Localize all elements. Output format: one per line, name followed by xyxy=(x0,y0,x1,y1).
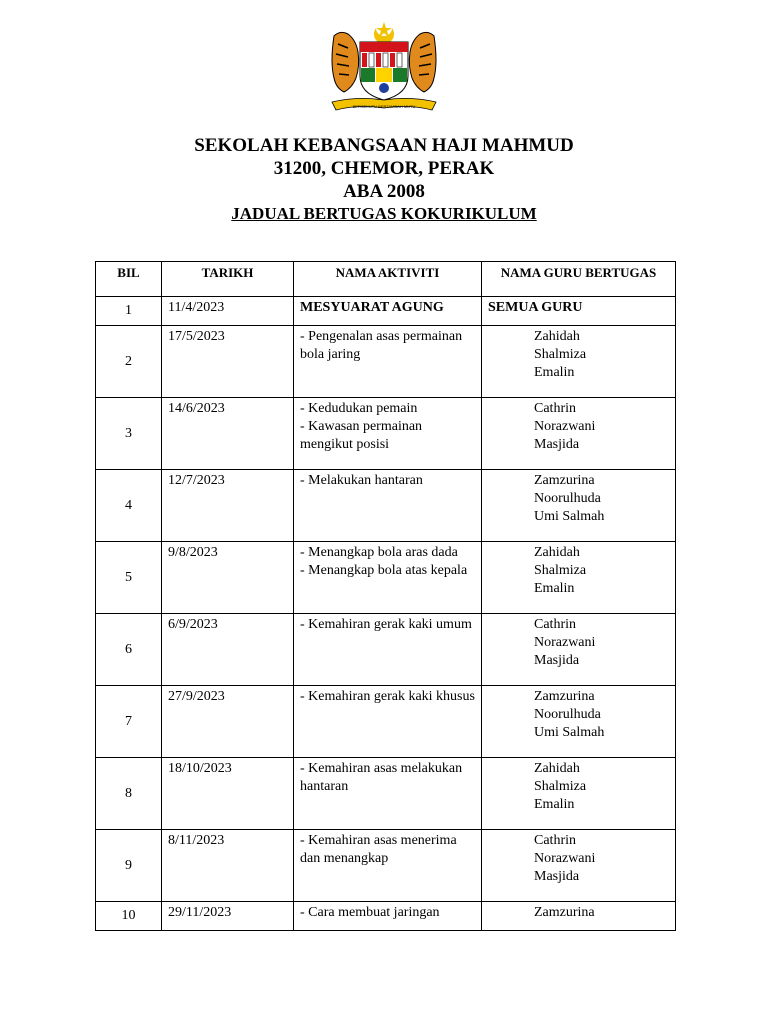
row-aktiviti: - Kemahiran gerak kaki khusus xyxy=(294,686,482,758)
row-bil: 1 xyxy=(96,297,162,326)
row-aktiviti: - Kemahiran asas melakukan hantaran xyxy=(294,758,482,830)
document-header xyxy=(0,134,768,225)
document-title: JADUAL BERTUGAS KOKURIKULUM xyxy=(231,204,537,223)
row-aktiviti: - Kemahiran gerak kaki umum xyxy=(294,614,482,686)
row-bil: 7 xyxy=(96,686,162,758)
row-guru: SEMUA GURU xyxy=(482,297,676,326)
table-row xyxy=(96,297,676,326)
column-header-bil: BIL xyxy=(96,262,162,297)
school-address: 31200, CHEMOR, PERAK xyxy=(273,158,495,179)
row-bil: 4 xyxy=(96,470,162,542)
row-bil: 2 xyxy=(96,326,162,398)
row-guru: Zamzurina Noorulhuda Umi Salmah xyxy=(482,686,676,758)
row-guru: Zahidah Shalmiza Emalin xyxy=(482,326,676,398)
row-aktiviti: - Melakukan hantaran xyxy=(294,470,482,542)
row-aktiviti: - Pengenalan asas permainan bola jaring xyxy=(294,326,482,398)
row-guru: Zamzurina xyxy=(482,902,676,931)
row-bil: 3 xyxy=(96,398,162,470)
row-bil: 6 xyxy=(96,614,162,686)
row-tarikh: 18/10/2023 xyxy=(162,758,294,830)
table-row xyxy=(96,326,676,398)
row-tarikh: 17/5/2023 xyxy=(162,326,294,398)
row-aktiviti: - Cara membuat jaringan xyxy=(294,902,482,931)
row-tarikh: 12/7/2023 xyxy=(162,470,294,542)
row-bil: 5 xyxy=(96,542,162,614)
svg-text:BERSEKUTU BERTAMBAH MUTU: BERSEKUTU BERTAMBAH MUTU xyxy=(352,104,416,109)
row-guru: Cathrin Norazwani Masjida xyxy=(482,830,676,902)
row-tarikh: 6/9/2023 xyxy=(162,614,294,686)
table-row xyxy=(96,830,676,902)
table-row xyxy=(96,470,676,542)
school-name: SEKOLAH KEBANGSAAN HAJI MAHMUD xyxy=(194,135,574,156)
row-bil: 10 xyxy=(96,902,162,931)
table-row xyxy=(96,542,676,614)
row-tarikh: 9/8/2023 xyxy=(162,542,294,614)
coat-of-arms-icon xyxy=(326,18,442,114)
row-tarikh: 14/6/2023 xyxy=(162,398,294,470)
row-aktiviti: - Menangkap bola aras dada - Menangkap bola atas kepala xyxy=(294,542,482,614)
row-tarikh: 8/11/2023 xyxy=(162,830,294,902)
row-guru: Cathrin Norazwani Masjida xyxy=(482,614,676,686)
row-bil: 8 xyxy=(96,758,162,830)
row-guru: Zahidah Shalmiza Emalin xyxy=(482,542,676,614)
row-guru: Cathrin Norazwani Masjida xyxy=(482,398,676,470)
row-aktiviti: - Kemahiran asas menerima dan menangkap xyxy=(294,830,482,902)
column-header-aktiviti: NAMA AKTIVITI xyxy=(294,262,482,297)
duty-schedule-table xyxy=(95,261,676,931)
column-header-tarikh: TARIKH xyxy=(162,262,294,297)
row-tarikh: 27/9/2023 xyxy=(162,686,294,758)
row-guru: Zahidah Shalmiza Emalin xyxy=(482,758,676,830)
table-header-row xyxy=(96,262,676,297)
row-guru: Zamzurina Noorulhuda Umi Salmah xyxy=(482,470,676,542)
table-row xyxy=(96,758,676,830)
school-code: ABA 2008 xyxy=(343,181,425,202)
table-row xyxy=(96,614,676,686)
row-aktiviti: MESYUARAT AGUNG xyxy=(294,297,482,326)
row-tarikh: 11/4/2023 xyxy=(162,297,294,326)
table-row xyxy=(96,902,676,931)
table-row xyxy=(96,686,676,758)
row-bil: 9 xyxy=(96,830,162,902)
column-header-guru: NAMA GURU BERTUGAS xyxy=(482,262,676,297)
row-tarikh: 29/11/2023 xyxy=(162,902,294,931)
row-aktiviti: - Kedudukan pemain - Kawasan permainan mengikut posisi xyxy=(294,398,482,470)
table-row xyxy=(96,398,676,470)
